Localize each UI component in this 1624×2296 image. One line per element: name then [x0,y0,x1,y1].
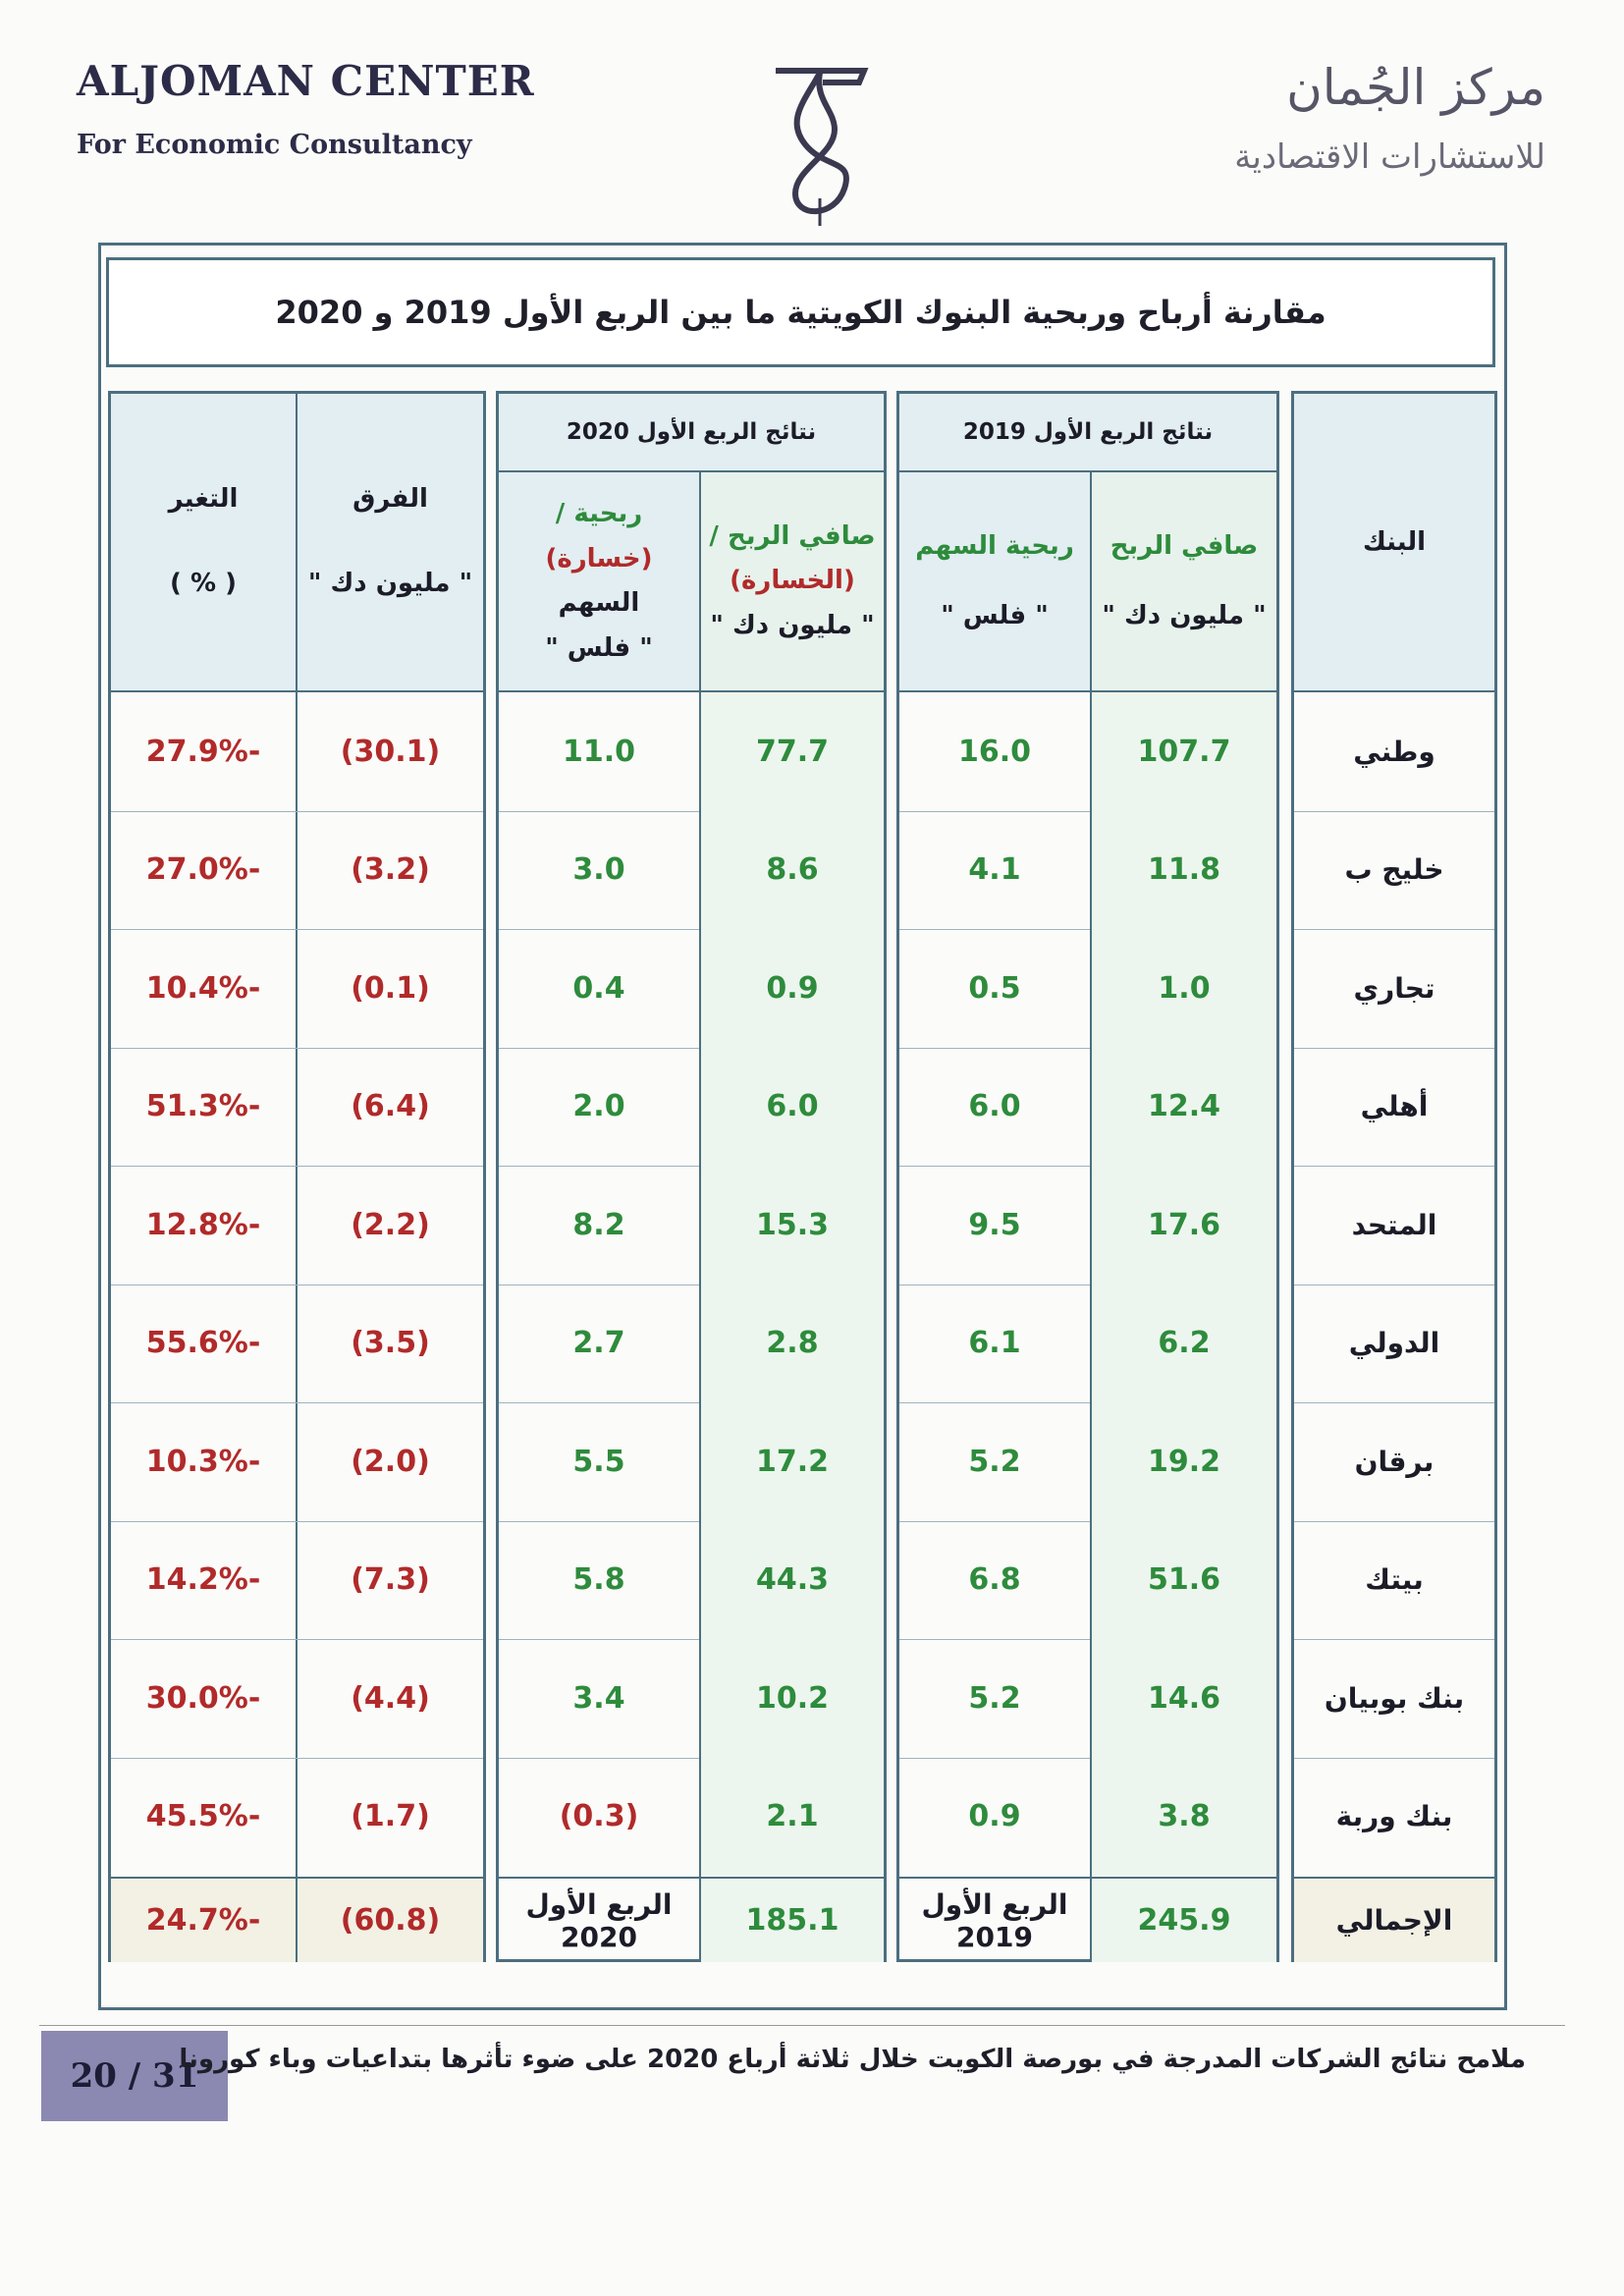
bank-name: أهلي [1360,1090,1429,1123]
eps-2020-value: 3.4 [572,1680,625,1716]
change-value: -27.0% [145,852,261,888]
net-profit-2019-value: 17.6 [1092,1166,1276,1285]
change-value: -51.3% [145,1089,261,1124]
company-name-ar: مركز الجُمان [1286,59,1545,116]
eps-2020-header: ربحية / (خسارة) السهم " فلس " [499,472,699,690]
difference-value: (2.0) [351,1444,430,1479]
company-tagline-ar: للاستشارات الاقتصادية [1234,137,1545,177]
footer-divider [39,2025,1565,2026]
difference-value: (30.1) [340,734,441,769]
net-profit-2019-value: 14.6 [1092,1639,1276,1758]
difference-value: (3.5) [351,1326,430,1361]
difference-value: (1.7) [351,1799,430,1834]
bank-column-group [1291,391,1497,1962]
eps-2019-value: 6.0 [968,1089,1021,1124]
total-2020-label: الربع الأول 2020 [525,1887,673,1953]
net-profit-2019-value: 3.8 [1092,1758,1276,1877]
net-profit-2020-value: 2.1 [701,1758,884,1877]
net-profit-2020-header: صافي الربح / (الخسارة) " مليون دك " [701,472,884,690]
difference-value: (6.4) [351,1089,430,1124]
difference-value: (3.2) [351,852,430,888]
bank-name: تجاري [1353,971,1435,1005]
net-profit-2020-value: 0.9 [701,929,884,1048]
net-profit-2019-value: 11.8 [1092,811,1276,930]
q1-2019-header: نتائج الربع الأول 2019 [899,394,1276,470]
total-difference: (60.8) [298,1879,483,1962]
bank-name: برقان [1354,1445,1435,1478]
net-profit-2019-header: صافي الربح " مليون دك " [1092,472,1276,690]
eps-2019-value: 6.8 [968,1562,1021,1598]
total-net-profit-2020: 185.1 [701,1879,884,1962]
company-tagline-en: For Economic Consultancy [77,130,472,160]
net-profit-2020-value: 17.2 [701,1402,884,1521]
difference-change-group [108,391,486,1962]
eps-2019-value: 5.2 [968,1680,1021,1716]
eps-2019-value: 6.1 [968,1326,1021,1361]
change-value: -55.6% [145,1326,261,1361]
eps-2020-value: 2.0 [572,1089,625,1124]
total-change: -24.7% [111,1879,296,1962]
difference-value: (0.1) [351,970,430,1006]
difference-value: (7.3) [351,1562,430,1598]
change-value: -30.0% [145,1680,261,1716]
total-net-profit-2019: 245.9 [1092,1879,1276,1962]
eps-2020-value: 5.8 [572,1562,625,1598]
bank-name: وطني [1353,735,1435,768]
eps-2019-value: 16.0 [957,734,1032,769]
eps-2020-value: 3.0 [572,852,625,888]
bank-name: الدولي [1348,1327,1440,1360]
net-profit-2020-value: 2.8 [701,1285,884,1403]
net-profit-2019-value: 51.6 [1092,1521,1276,1640]
eps-2020-value: (0.3) [559,1799,639,1834]
eps-2019-value: 0.9 [968,1799,1021,1834]
net-profit-2020-value: 6.0 [701,1048,884,1167]
total-label: الإجمالي [1294,1879,1494,1962]
eps-2019-value: 9.5 [968,1207,1021,1242]
footer-caption: ملامح نتائج الشركات المدرجة في بورصة الكويت خلال ثلاثة أرباع 2020 على ضوء تأثرها بتداعيات وباء كورونا [179,2045,1526,2074]
eps-2020-value: 5.5 [572,1444,625,1479]
change-header: التغير ( % ) [111,394,296,690]
bank-name: المتحد [1351,1208,1437,1241]
page-number: 20 / 31 [41,2031,228,2121]
bank-header: البنك [1294,394,1494,690]
eps-2019-value: 5.2 [968,1444,1021,1479]
company-logo-icon [766,61,874,228]
net-profit-2019-value: 107.7 [1092,692,1276,811]
eps-2019-value: 0.5 [968,970,1021,1006]
eps-2019-header: ربحية السهم " فلس " [899,472,1090,690]
eps-2020-value: 11.0 [562,734,636,769]
net-profit-2020-value: 8.6 [701,811,884,930]
change-value: -10.3% [145,1444,261,1479]
difference-header: الفرق " مليون دك " [298,394,483,690]
company-name-en: ALJOMAN CENTER [77,57,535,105]
change-value: -14.2% [145,1562,261,1598]
bank-name: بنك بوبيان [1324,1681,1465,1715]
bank-name: بنك وربة [1335,1800,1453,1833]
q1-2020-header: نتائج الربع الأول 2020 [499,394,884,470]
eps-2020-value: 2.7 [572,1326,625,1361]
net-profit-2019-value: 1.0 [1092,929,1276,1048]
difference-value: (4.4) [351,1680,430,1716]
eps-2019-value: 4.1 [968,852,1021,888]
eps-2020-value: 8.2 [572,1207,625,1242]
bank-name: بيتك [1365,1563,1424,1597]
net-profit-2019-value: 12.4 [1092,1048,1276,1167]
difference-value: (2.2) [351,1207,430,1242]
net-profit-2020-value: 44.3 [701,1521,884,1640]
net-profit-2020-value: 77.7 [701,692,884,811]
total-2019-label: الربع الأول 2019 [921,1887,1068,1953]
bank-name: خليج ب [1344,853,1444,887]
net-profit-2019-value: 6.2 [1092,1285,1276,1403]
net-profit-2019-value: 19.2 [1092,1402,1276,1521]
change-value: -12.8% [145,1207,261,1242]
q1-2020-group [496,391,887,1962]
change-value: -45.5% [145,1799,261,1834]
eps-2020-value: 0.4 [572,970,625,1006]
q1-2019-group [896,391,1279,1962]
table-title: مقارنة أرباح وربحية البنوك الكويتية ما بين الربع الأول 2019 و 2020 [106,257,1495,367]
net-profit-2020-value: 15.3 [701,1166,884,1285]
change-value: -27.9% [145,734,261,769]
net-profit-2020-value: 10.2 [701,1639,884,1758]
change-value: -10.4% [145,970,261,1006]
